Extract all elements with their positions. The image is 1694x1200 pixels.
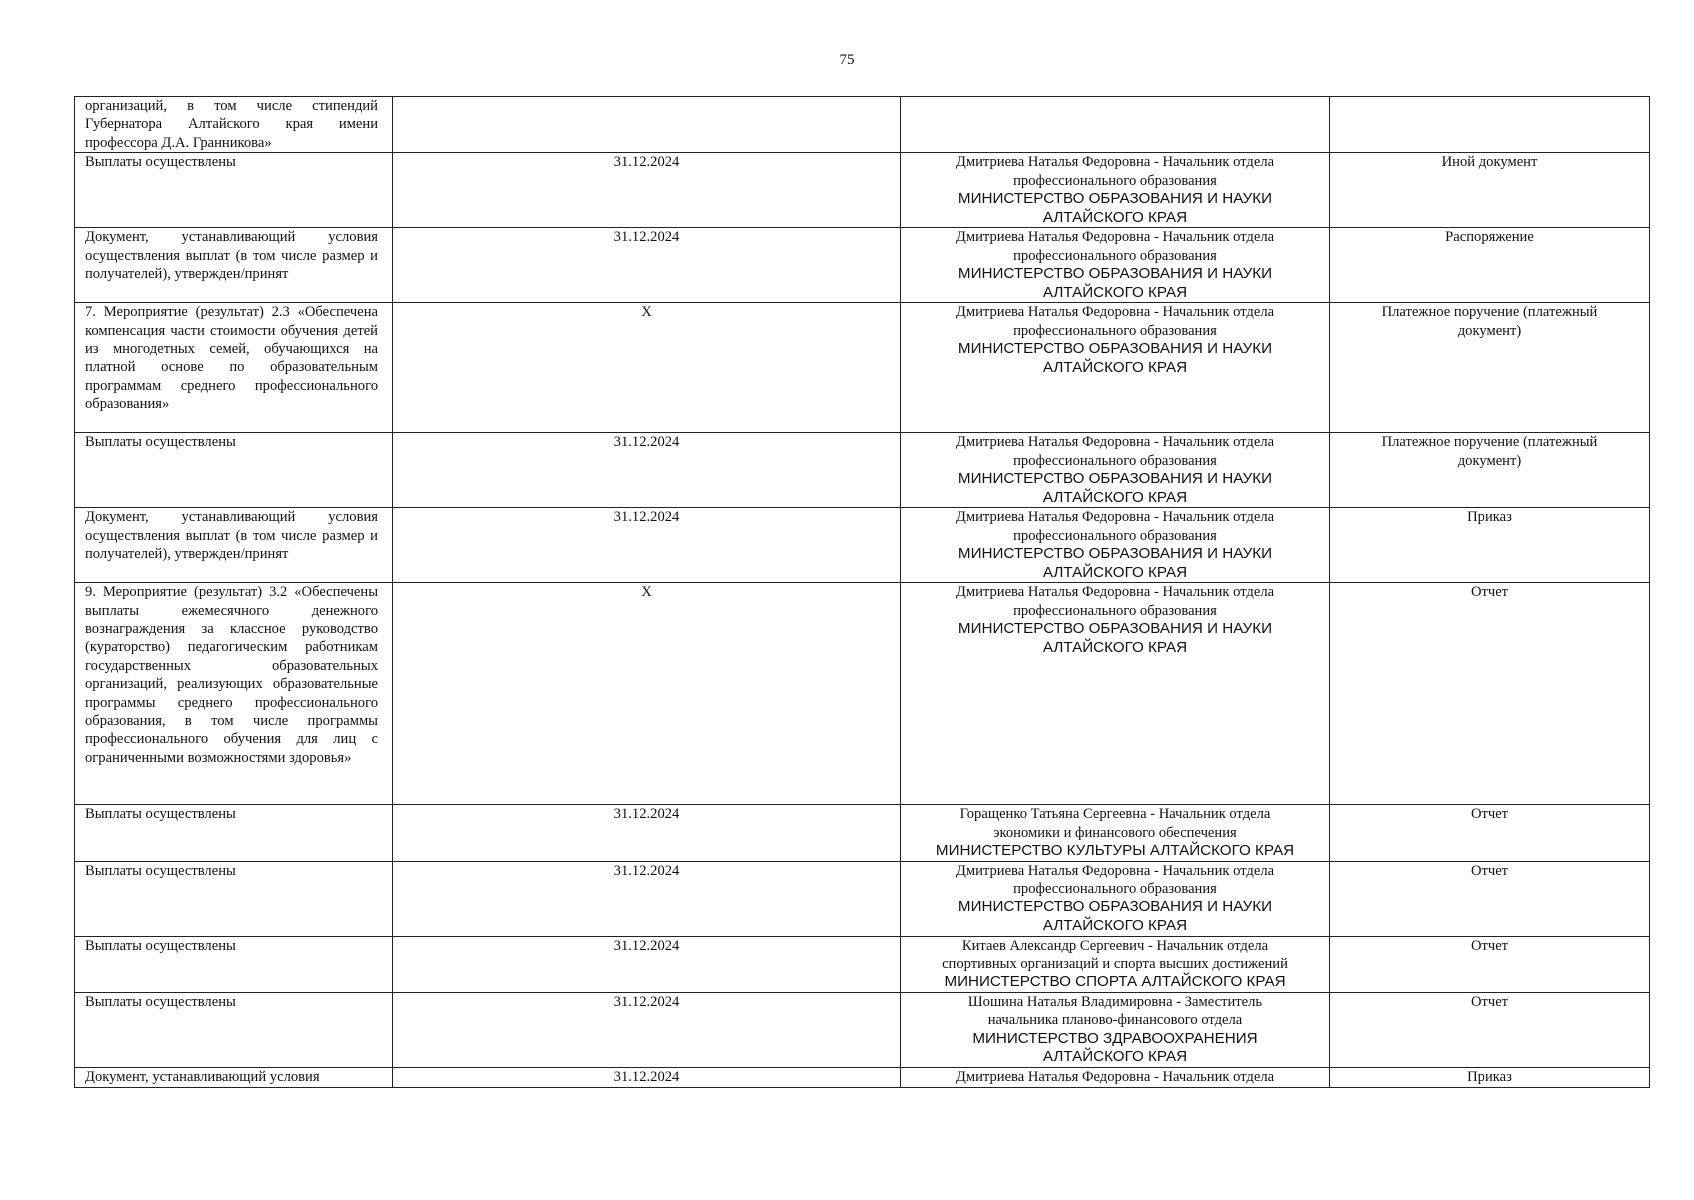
table-row bbox=[75, 1068, 1650, 1088]
responsible-department: начальника планово-финансового отдела bbox=[987, 1012, 1243, 1029]
responsible-cell bbox=[901, 228, 1330, 303]
responsible-person: Дмитриева Наталья Федоровна - Начальник отдела bbox=[955, 584, 1275, 601]
responsible-department: профессионального образования bbox=[1013, 247, 1217, 264]
responsible-department: профессионального образования bbox=[1013, 881, 1217, 898]
deadline-date: X bbox=[641, 304, 652, 321]
deadline-cell bbox=[393, 1068, 901, 1088]
responsible-cell bbox=[901, 993, 1330, 1068]
deadline-cell bbox=[393, 861, 901, 936]
result-name: Выплаты осуществлены bbox=[85, 862, 236, 879]
responsible-ministry: МИНИСТЕРСТВО ОБРАЗОВАНИЯ И НАУКИ АЛТАЙСКОГО КРАЯ bbox=[957, 190, 1273, 226]
result-name: организаций, в том числе стипендий Губернатора Алтайского края имени профессора Д.А. Гранникова» bbox=[85, 98, 378, 151]
table-row bbox=[75, 993, 1650, 1068]
deadline-date: 31.12.2024 bbox=[613, 154, 680, 171]
responsible-person: Дмитриева Наталья Федоровна - Начальник отдела bbox=[955, 509, 1275, 526]
responsible-ministry: МИНИСТЕРСТВО СПОРТА АЛТАЙСКОГО КРАЯ bbox=[944, 973, 1286, 991]
deadline-cell bbox=[393, 508, 901, 583]
document-type: Приказ bbox=[1467, 1069, 1512, 1086]
page-number: 75 bbox=[839, 52, 855, 68]
document-type: Отчет bbox=[1470, 862, 1509, 879]
result-name-cell bbox=[75, 228, 393, 303]
deadline-date: 31.12.2024 bbox=[613, 994, 680, 1011]
table-row bbox=[75, 936, 1650, 992]
table-row bbox=[75, 583, 1650, 805]
document-type: Приказ bbox=[1467, 509, 1512, 526]
document-type: Отчет bbox=[1470, 994, 1509, 1011]
document-type: Распоряжение bbox=[1445, 229, 1534, 246]
responsible-ministry: МИНИСТЕРСТВО ОБРАЗОВАНИЯ И НАУКИ АЛТАЙСКОГО КРАЯ bbox=[957, 470, 1273, 506]
table-row bbox=[75, 805, 1650, 861]
responsible-person: Дмитриева Наталья Федоровна - Начальник отдела bbox=[955, 434, 1275, 451]
table-row bbox=[75, 508, 1650, 583]
result-name: 7. Мероприятие (результат) 2.3 «Обеспечена компенсация части стоимости обучения детей из многодетных семей, обучающихся на платной основе по образовательным программам среднего профессионального образования» bbox=[85, 304, 378, 413]
responsible-cell bbox=[901, 861, 1330, 936]
result-name-cell bbox=[75, 303, 393, 433]
responsible-ministry: МИНИСТЕРСТВО ОБРАЗОВАНИЯ И НАУКИ АЛТАЙСКОГО КРАЯ bbox=[957, 620, 1273, 656]
deadline-date: 31.12.2024 bbox=[613, 434, 680, 451]
document-type: Отчет bbox=[1470, 806, 1509, 823]
deadline-date: 31.12.2024 bbox=[613, 1069, 680, 1086]
deadline-cell bbox=[393, 936, 901, 992]
responsible-person: Дмитриева Наталья Федоровна - Начальник отдела bbox=[955, 154, 1275, 171]
deadline-cell bbox=[393, 805, 901, 861]
document-type-cell bbox=[1330, 1068, 1650, 1088]
result-name: Выплаты осуществлены bbox=[85, 434, 236, 451]
responsible-person: Дмитриева Наталья Федоровна - Начальник отдела bbox=[955, 862, 1275, 879]
result-name-cell bbox=[75, 936, 393, 992]
responsible-person: Дмитриева Наталья Федоровна - Начальник отдела bbox=[955, 229, 1275, 246]
table-row bbox=[75, 228, 1650, 303]
result-name-cell bbox=[75, 153, 393, 228]
responsible-department: профессионального образования bbox=[1013, 452, 1217, 469]
table-row bbox=[75, 153, 1650, 228]
table-row bbox=[75, 97, 1650, 153]
responsible-ministry: МИНИСТЕРСТВО ОБРАЗОВАНИЯ И НАУКИ АЛТАЙСКОГО КРАЯ bbox=[957, 340, 1273, 376]
result-name-cell bbox=[75, 508, 393, 583]
responsible-cell bbox=[901, 303, 1330, 433]
responsible-person: Горащенко Татьяна Сергеевна - Начальник отдела bbox=[959, 806, 1271, 823]
document-type: Платежное поручение (платежный документ) bbox=[1381, 434, 1598, 469]
document-type-cell bbox=[1330, 153, 1650, 228]
responsible-person: Китаев Александр Сергеевич - Начальник отдела bbox=[961, 937, 1269, 954]
responsible-cell bbox=[901, 805, 1330, 861]
document-type-cell bbox=[1330, 433, 1650, 508]
deadline-date: 31.12.2024 bbox=[613, 509, 680, 526]
document-type: Отчет bbox=[1470, 937, 1509, 954]
responsible-cell bbox=[901, 508, 1330, 583]
result-name-cell bbox=[75, 993, 393, 1068]
deadline-cell bbox=[393, 433, 901, 508]
responsible-cell bbox=[901, 97, 1330, 153]
deadline-date: 31.12.2024 bbox=[613, 229, 680, 246]
responsible-cell bbox=[901, 1068, 1330, 1088]
document-type-cell bbox=[1330, 936, 1650, 992]
table-row bbox=[75, 861, 1650, 936]
result-name: Выплаты осуществлены bbox=[85, 994, 236, 1011]
result-name: Выплаты осуществлены bbox=[85, 806, 236, 823]
responsible-cell bbox=[901, 153, 1330, 228]
responsible-department: профессионального образования bbox=[1013, 322, 1217, 339]
document-type: Отчет bbox=[1470, 584, 1509, 601]
deadline-cell bbox=[393, 228, 901, 303]
responsible-cell bbox=[901, 583, 1330, 805]
table-row bbox=[75, 303, 1650, 433]
responsible-person: Дмитриева Наталья Федоровна - Начальник отдела bbox=[955, 1069, 1275, 1086]
deadline-date: 31.12.2024 bbox=[613, 862, 680, 879]
responsible-ministry: МИНИСТЕРСТВО ОБРАЗОВАНИЯ И НАУКИ АЛТАЙСКОГО КРАЯ bbox=[957, 898, 1273, 935]
responsible-department: профессионального образования bbox=[1013, 172, 1217, 189]
result-name: Документ, устанавливающий условия осуществления выплат (в том числе размер и получателей), утвержден/принят bbox=[85, 509, 378, 563]
document-type-cell bbox=[1330, 805, 1650, 861]
document-type-cell bbox=[1330, 583, 1650, 805]
result-name-cell bbox=[75, 1068, 393, 1088]
responsible-department: профессионального образования bbox=[1013, 602, 1217, 619]
responsible-person: Шошина Наталья Владимировна - Заместитель bbox=[967, 994, 1263, 1011]
result-name: Документ, устанавливающий условия осуществления выплат (в том числе размер и получателей), утвержден/принят bbox=[85, 229, 378, 283]
responsible-ministry: МИНИСТЕРСТВО ОБРАЗОВАНИЯ И НАУКИ АЛТАЙСКОГО КРАЯ bbox=[957, 265, 1273, 301]
document-type-cell bbox=[1330, 861, 1650, 936]
result-name: 9. Мероприятие (результат) 3.2 «Обеспечены выплаты ежемесячного денежного вознаграждения за классное руководство (кураторство) педагогическим работникам государственных образовательных организаций, реализующих образовательные программы среднего профессионального образования, в том числе программы профессионального обучения для лиц с ограниченными возможностями здоровья» bbox=[85, 584, 378, 766]
responsible-cell bbox=[901, 433, 1330, 508]
result-name-cell bbox=[75, 583, 393, 805]
result-name-cell bbox=[75, 97, 393, 153]
deadline-date: X bbox=[641, 584, 652, 601]
document-type-cell bbox=[1330, 508, 1650, 583]
deadline-date: 31.12.2024 bbox=[613, 937, 680, 954]
document-type-cell bbox=[1330, 97, 1650, 153]
responsible-ministry: МИНИСТЕРСТВО ОБРАЗОВАНИЯ И НАУКИ АЛТАЙСКОГО КРАЯ bbox=[957, 545, 1273, 581]
responsible-department: экономики и финансового обеспечения bbox=[993, 824, 1237, 841]
responsible-cell bbox=[901, 936, 1330, 992]
result-name: Выплаты осуществлены bbox=[85, 154, 236, 171]
deadline-cell bbox=[393, 993, 901, 1068]
responsible-department: профессионального образования bbox=[1013, 527, 1217, 544]
deadline-cell bbox=[393, 583, 901, 805]
table-row bbox=[75, 433, 1650, 508]
document-type: Иной документ bbox=[1441, 154, 1538, 171]
document-type: Платежное поручение (платежный документ) bbox=[1381, 304, 1598, 339]
responsible-ministry: МИНИСТЕРСТВО ЗДРАВООХРАНЕНИЯ АЛТАЙСКОГО КРАЯ bbox=[972, 1029, 1258, 1066]
document-type-cell bbox=[1330, 303, 1650, 433]
document-type-cell bbox=[1330, 228, 1650, 303]
responsible-department: спортивных организаций и спорта высших достижений bbox=[942, 956, 1288, 973]
result-name: Выплаты осуществлены bbox=[85, 937, 236, 954]
deadline-cell bbox=[393, 153, 901, 228]
result-name: Документ, устанавливающий условия bbox=[85, 1069, 320, 1086]
results-table bbox=[74, 96, 1650, 1088]
responsible-ministry: МИНИСТЕРСТВО КУЛЬТУРЫ АЛТАЙСКОГО КРАЯ bbox=[935, 842, 1295, 860]
document-type-cell bbox=[1330, 993, 1650, 1068]
result-name-cell bbox=[75, 433, 393, 508]
deadline-cell bbox=[393, 97, 901, 153]
deadline-date: 31.12.2024 bbox=[613, 806, 680, 823]
result-name-cell bbox=[75, 805, 393, 861]
deadline-cell bbox=[393, 303, 901, 433]
responsible-person: Дмитриева Наталья Федоровна - Начальник отдела bbox=[955, 304, 1275, 321]
result-name-cell bbox=[75, 861, 393, 936]
